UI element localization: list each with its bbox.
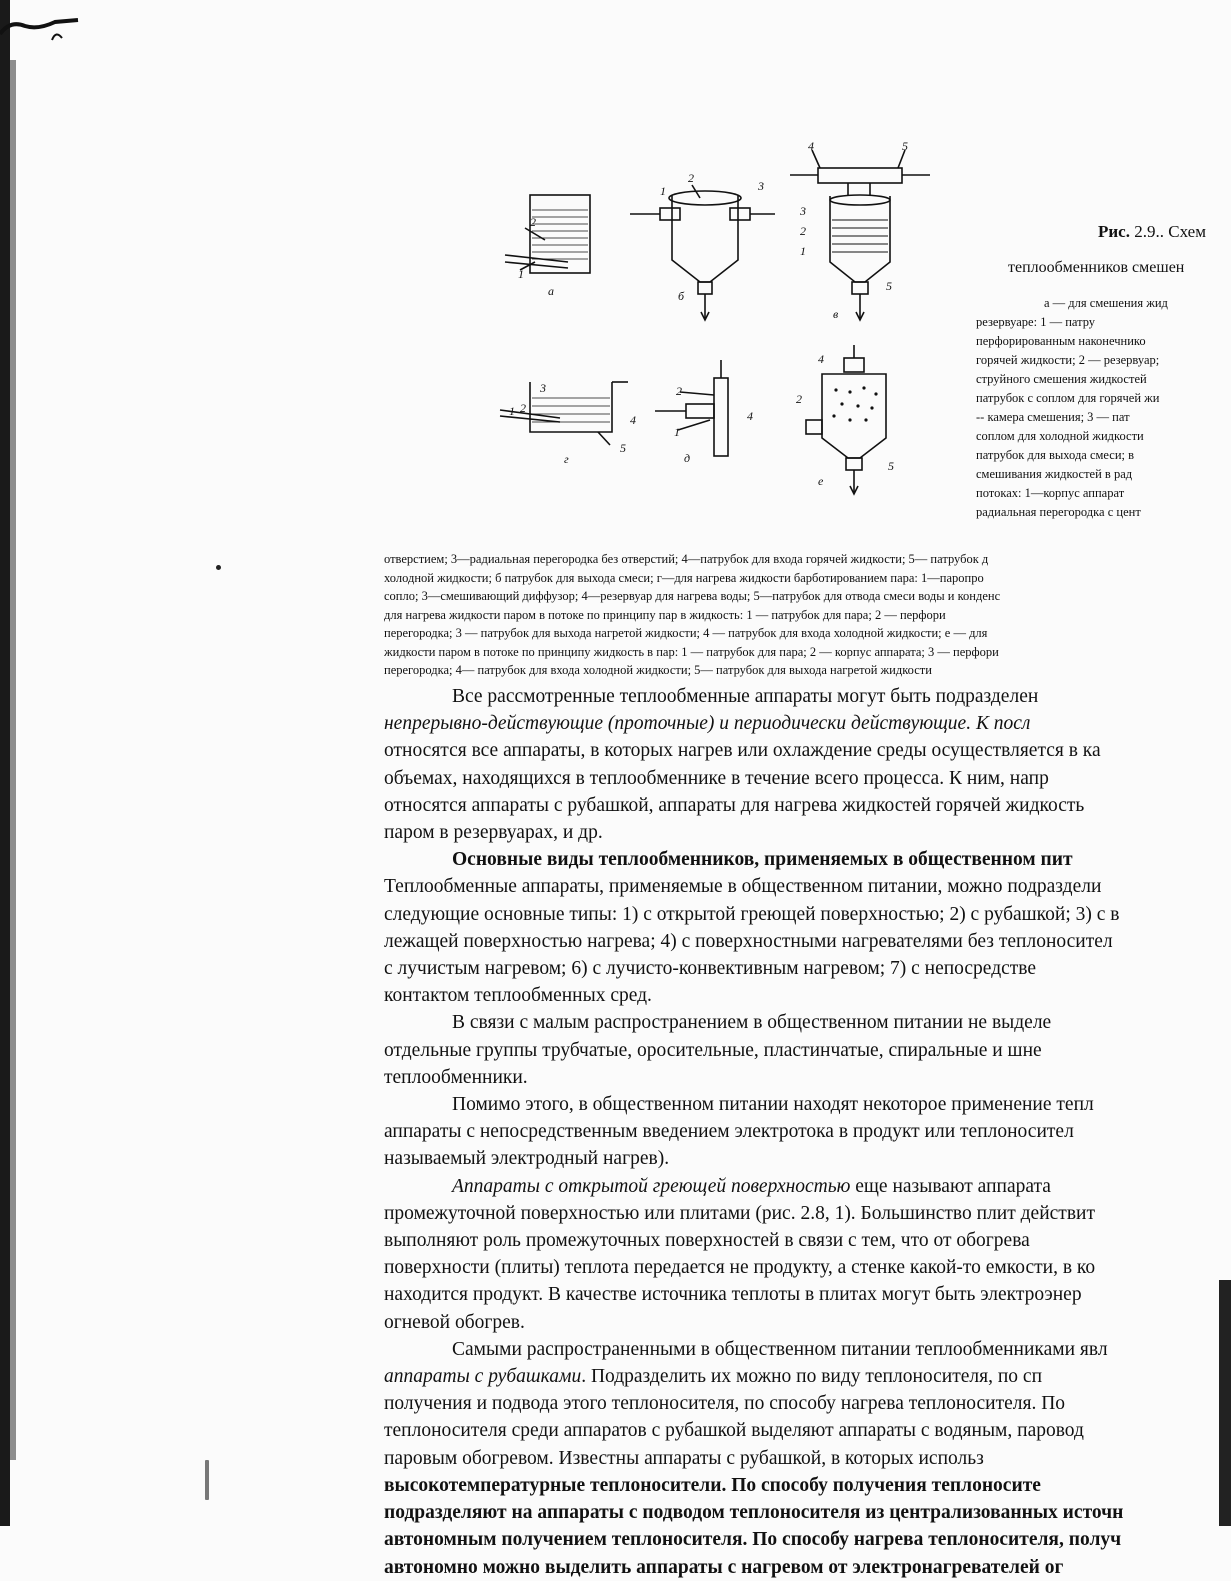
caption-line: -- камера смешения; 3 — пат bbox=[976, 410, 1130, 424]
caption-line: смешивания жидкостей в рад bbox=[976, 467, 1133, 481]
text-line: отдельные группы трубчатые, оросительные, пластинчатые, спиральные и шне bbox=[384, 1039, 1042, 1061]
text-line: паровым обогревом. Известны аппараты с рубашкой, в которых использ bbox=[384, 1447, 984, 1469]
schematic-b bbox=[630, 185, 775, 320]
label-num: 1 bbox=[509, 404, 515, 418]
label-num: 2 bbox=[800, 224, 806, 238]
caption-line: резервуаре: 1 — патру bbox=[976, 315, 1096, 329]
label-d: д bbox=[684, 451, 691, 465]
text-line: аппараты с непосредственным введением электротока в продукт или теплоносител bbox=[384, 1121, 1074, 1143]
label-num: 5 bbox=[886, 279, 892, 293]
caption-line: радиальная перегородка с цент bbox=[976, 505, 1141, 519]
caption-line: холодной жидкости; б патрубок для выхода смеси; г—для нагрева жидкости барботированием пара: 1—паропро bbox=[384, 570, 984, 585]
caption-line: для нагрева жидкости паром в потоке по принципу пар в жидкость: 1 — патрубок для пара; 2 — перфори bbox=[384, 607, 946, 622]
text-line: поверхности (плиты) теплота передается не продукту, а стенке какой-то емкости, в ко bbox=[384, 1257, 1096, 1279]
paragraph-6 bbox=[384, 1336, 1231, 1581]
label-num: 1 bbox=[674, 425, 680, 439]
paragraph-4 bbox=[384, 1091, 1231, 1173]
caption-line: перегородка; 3 — патрубок для выхода нагретой жидкости; 4 — патрубок для входа холодной жидкости; е — для bbox=[384, 626, 988, 640]
caption-line: перфорированным наконечнико bbox=[976, 334, 1146, 348]
text-line: лежащей поверхностью нагрева; 4) с поверхностными нагревателями без теплоносител bbox=[384, 930, 1113, 952]
label-num: 3 bbox=[758, 179, 764, 193]
label-num: 5 bbox=[888, 459, 894, 473]
figure-caption-column bbox=[976, 294, 1231, 522]
label-num: 4 bbox=[808, 139, 814, 153]
text-line: Самыми распространенными в общественном питании теплообменниками явл bbox=[452, 1338, 1108, 1360]
label-num: 2 bbox=[796, 392, 802, 406]
caption-line: патрубок с соплом для горячей жи bbox=[976, 391, 1160, 405]
label-num: 3 bbox=[800, 204, 806, 218]
label-e: е bbox=[818, 474, 824, 488]
caption-line: перегородка; 4— патрубок для входа холодной жидкости; 5— патрубок для выхода нагретой жидкости bbox=[384, 663, 932, 677]
text-line: следующие основные типы: 1) с открытой греющей поверхностью; 2) с рубашкой; 3) с в bbox=[384, 903, 1120, 925]
text-line: высокотемпературные теплоносители. По способу получения теплоносите bbox=[384, 1474, 1041, 1496]
text-line: непрерывно-действующие (проточные) и периодически действующие. К посл bbox=[384, 713, 1031, 735]
caption-line: жидкости паром в потоке по принципу жидкость в пар: 1 — патрубок для пара; 2 — корпус аппарата; 3 — перфори bbox=[384, 644, 999, 659]
caption-line: патрубок для выхода смеси; в bbox=[976, 448, 1135, 462]
paragraph-1 bbox=[384, 683, 1231, 846]
paragraph-2 bbox=[384, 846, 1231, 1009]
text-line: Теплообменные аппараты, применяемые в общественном питании, можно подраздели bbox=[384, 876, 1102, 898]
text-line: Помимо этого, в общественном питании находят некоторое применение тепл bbox=[452, 1094, 1094, 1116]
text-line: называемый электродный нагрев). bbox=[384, 1148, 670, 1170]
text-line: выполняют роль промежуточных поверхностей в связи с тем, что от обогрева bbox=[384, 1230, 1030, 1252]
text-line: паром в резервуарах, и др. bbox=[384, 822, 603, 844]
text-line: относятся аппараты с рубашкой, аппараты для нагрева жидкостей горячей жидкость bbox=[384, 794, 1085, 816]
caption-line: потоках: 1—корпус аппарат bbox=[976, 486, 1125, 500]
label-b: б bbox=[678, 289, 685, 303]
label-num: 4 bbox=[630, 413, 636, 427]
section-heading: Основные виды теплообменников, применяемых в общественном пит bbox=[452, 849, 1073, 871]
text-line: с лучистым нагревом; 6) с лучисто-конвективным нагревом; 7) с непосредстве bbox=[384, 958, 1037, 980]
label-num: 3 bbox=[540, 381, 546, 395]
label-num: 2 bbox=[520, 401, 526, 415]
caption-line: сопло; 3—смешивающий диффузор; 4—резервуар для нагрева воды; 5—патрубок для отвода смеси воды и конденс bbox=[384, 589, 1001, 603]
label-num: 4 bbox=[818, 352, 824, 366]
text-line: относятся все аппараты, в которых нагрев или охлаждение среды осуществляется в ка bbox=[384, 740, 1101, 762]
figure-caption-title: Рис. 2.9.. Схем bbox=[1098, 222, 1206, 241]
body-text bbox=[384, 683, 1231, 1581]
text-line: В связи с малым распространением в общественном питании не выделе bbox=[452, 1012, 1052, 1034]
text-line: теплоносителя среди аппаратов с рубашкой выделяют аппараты с водяным, паровод bbox=[384, 1420, 1084, 1442]
text-line: получения и подвода этого теплоносителя, по способу нагрева теплоносителя. По bbox=[384, 1393, 1066, 1415]
figure-caption-full bbox=[384, 550, 1231, 680]
label-a: а bbox=[548, 284, 554, 298]
paragraph-3 bbox=[384, 1009, 1231, 1091]
text-line: огневой обогрев. bbox=[384, 1311, 525, 1333]
label-num: 5 bbox=[902, 139, 908, 153]
caption-line: соплом для холодной жидкости bbox=[976, 429, 1144, 443]
label-num: 2 bbox=[688, 171, 694, 185]
text-line: подразделяют на аппараты с подводом теплоносителя из централизованных источн bbox=[384, 1502, 1124, 1524]
label-g: г bbox=[564, 452, 569, 466]
text-line: автономно можно выделить аппараты с нагревом от электронагревателей ог bbox=[384, 1556, 1064, 1578]
schematic-v bbox=[790, 150, 930, 320]
text-line: объемах, находящихся в теплообменнике в течение всего процесса. К ним, напр bbox=[384, 767, 1049, 789]
label-v: в bbox=[833, 307, 839, 321]
caption-line: а — для смешения жид bbox=[1044, 296, 1168, 310]
label-num: 1 bbox=[800, 244, 806, 258]
paragraph-5 bbox=[384, 1173, 1231, 1336]
text-line: Все рассмотренные теплообменные аппараты могут быть подразделен bbox=[452, 686, 1039, 707]
scan-speck bbox=[205, 1460, 209, 1500]
figure-caption-subtitle: теплообменников смешен bbox=[1008, 259, 1185, 276]
caption-line: струйного смешения жидкостей bbox=[976, 372, 1147, 386]
text-line: Аппараты с открытой греющей поверхностью еще называют аппарата bbox=[452, 1175, 1051, 1197]
text-line: контактом теплообменных сред. bbox=[384, 985, 652, 1007]
label-num: 2 bbox=[676, 384, 682, 398]
label-num: 1 bbox=[660, 184, 666, 198]
label-num: 5 bbox=[620, 441, 626, 455]
schematic-d bbox=[655, 360, 728, 456]
caption-line: отверстием; 3—радиальная перегородка без отверстий; 4—патрубок для входа горячей жидкости; 5— патрубок д bbox=[384, 552, 989, 566]
text-line: аппараты с рубашками. Подразделить их можно по виду теплоносителя, по сп bbox=[384, 1366, 1043, 1388]
text-line: автономным получением теплоносителя. По способу нагрева теплоносителя, получ bbox=[384, 1529, 1122, 1551]
text-line: теплообменники. bbox=[384, 1066, 528, 1088]
schematic-a bbox=[505, 195, 590, 273]
text-line: находится продукт. В качестве источника теплоты в плитах могут быть электроэнер bbox=[384, 1284, 1082, 1306]
label-num: 2 bbox=[530, 215, 536, 229]
schematic-e bbox=[806, 345, 886, 494]
caption-line: горячей жидкости; 2 — резервуар; bbox=[976, 353, 1160, 367]
text-line: промежуточной поверхностью или плитами (рис. 2.8, 1). Большинство плит действит bbox=[384, 1202, 1095, 1224]
scan-speck bbox=[216, 565, 221, 570]
label-num: 4 bbox=[747, 409, 753, 423]
label-num: 1 bbox=[518, 267, 524, 281]
